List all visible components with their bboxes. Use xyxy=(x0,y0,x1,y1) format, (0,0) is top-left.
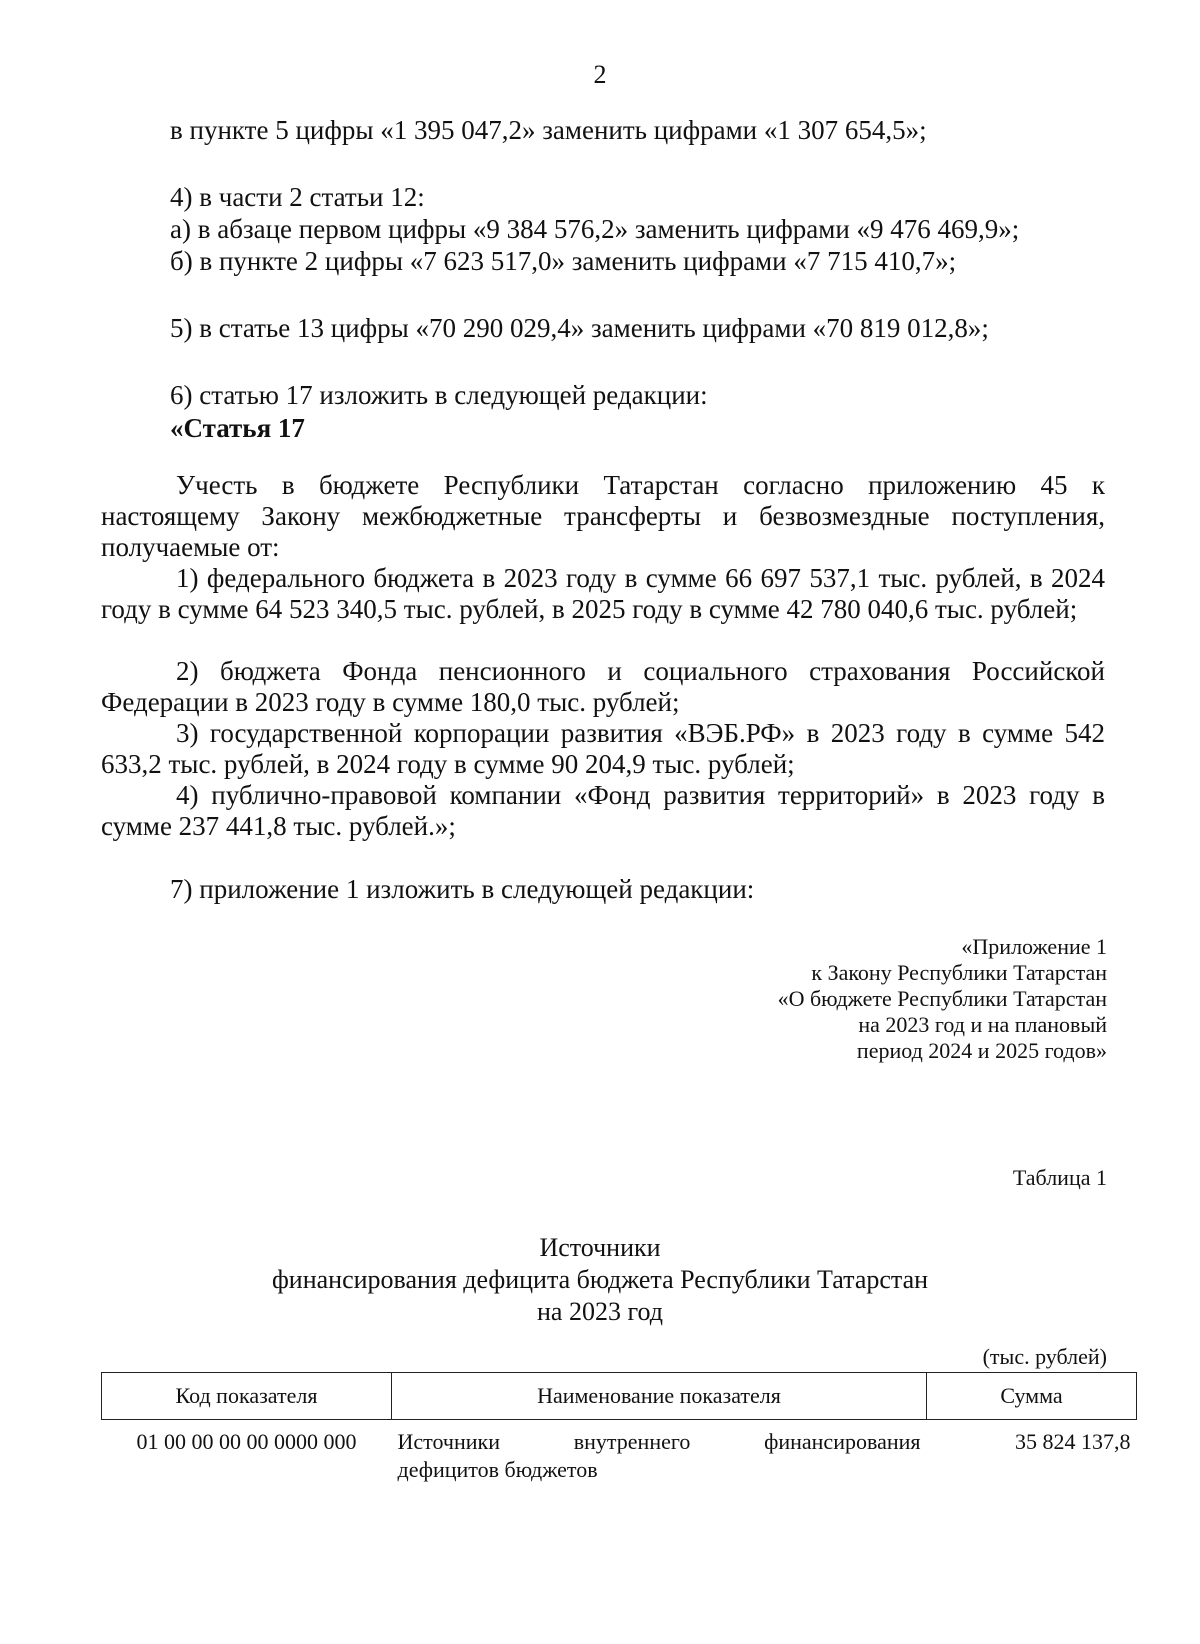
header-code: Код показателя xyxy=(102,1373,392,1420)
cell-name-word: внутреннего xyxy=(573,1429,691,1454)
article-17-item-3: 3) государственной корпорации развития «ВЭБ.РФ» в 2023 году в сумме 542 633,2 тыс. рублей, в 2024 году в сумме 90 204,9 тыс. рублей; xyxy=(101,718,1105,779)
paragraph-item6: 6) статью 17 изложить в следующей редакции: xyxy=(170,380,708,410)
table-label: Таблица 1 xyxy=(1012,1165,1107,1190)
article-17-intro: Учесть в бюджете Республики Татарстан согласно приложению 45 к настоящему Закону межбюджетные трансферты и безвозмездные поступления, получаемые от: xyxy=(101,470,1105,562)
table-title-line: финансирования дефицита бюджета Республики Татарстан xyxy=(271,1265,929,1294)
table-title-line: на 2023 год xyxy=(537,1297,663,1326)
appendix-line: «О бюджете Республики Татарстан xyxy=(777,986,1107,1011)
cell-sum: 35 824 137,8 xyxy=(1015,1429,1131,1454)
units-label: (тыс. рублей) xyxy=(982,1344,1107,1369)
paragraph-item5-replacement: в пункте 5 цифры «1 395 047,2» заменить цифрами «1 307 654,5»; xyxy=(170,115,927,145)
cell-name-word: Источники xyxy=(397,1429,500,1454)
appendix-line: на 2023 год и на плановый xyxy=(858,1012,1107,1037)
table-title xyxy=(0,1232,1200,1328)
appendix-header xyxy=(778,934,1107,1064)
cell-name-word: финансирования xyxy=(764,1429,921,1454)
page-number: 2 xyxy=(593,60,607,89)
appendix-line: «Приложение 1 xyxy=(961,934,1107,959)
paragraph-item4-heading: 4) в части 2 статьи 12: xyxy=(170,182,425,212)
article-17-item-4: 4) публично-правовой компании «Фонд развития территорий» в 2023 году в сумме 237 441,8 тыс. рублей.»; xyxy=(101,780,1105,841)
table-row xyxy=(102,1420,1137,1485)
article-17-item-1: 1) федерального бюджета в 2023 году в сумме 66 697 537,1 тыс. рублей, в 2024 году в сумме 64 523 340,5 тыс. рублей, в 2025 году в сумме 42 780 040,6 тыс. рублей; xyxy=(101,563,1105,624)
header-sum: Сумма xyxy=(927,1373,1137,1420)
article-17-item-2: 2) бюджета Фонда пенсионного и социального страхования Российской Федерации в 2023 году в сумме 180,0 тыс. рублей; xyxy=(101,656,1105,717)
paragraph-item7: 7) приложение 1 изложить в следующей редакции: xyxy=(170,874,755,904)
cell-name-line2: дефицитов бюджетов xyxy=(397,1457,598,1482)
financing-table xyxy=(101,1372,1137,1484)
paragraph-item5-article13: 5) в статье 13 цифры «70 290 029,4» заменить цифрами «70 819 012,8»; xyxy=(170,313,989,343)
paragraph-item4a: а) в абзаце первом цифры «9 384 576,2» заменить цифрами «9 476 469,9»; xyxy=(170,214,1020,244)
paragraph-item4b: б) в пункте 2 цифры «7 623 517,0» заменить цифрами «7 715 410,7»; xyxy=(170,246,957,276)
header-name: Наименование показателя xyxy=(392,1373,927,1420)
cell-code: 01 00 00 00 00 0000 000 xyxy=(136,1429,357,1454)
article-17-heading: «Статья 17 xyxy=(170,413,305,443)
appendix-line: к Закону Республики Татарстан xyxy=(811,960,1107,985)
appendix-line: период 2024 и 2025 годов» xyxy=(856,1038,1107,1063)
table-header-row xyxy=(102,1373,1137,1420)
cell-name xyxy=(392,1420,927,1485)
table-title-line: Источники xyxy=(539,1233,661,1262)
cell-name-line1 xyxy=(398,1428,921,1456)
